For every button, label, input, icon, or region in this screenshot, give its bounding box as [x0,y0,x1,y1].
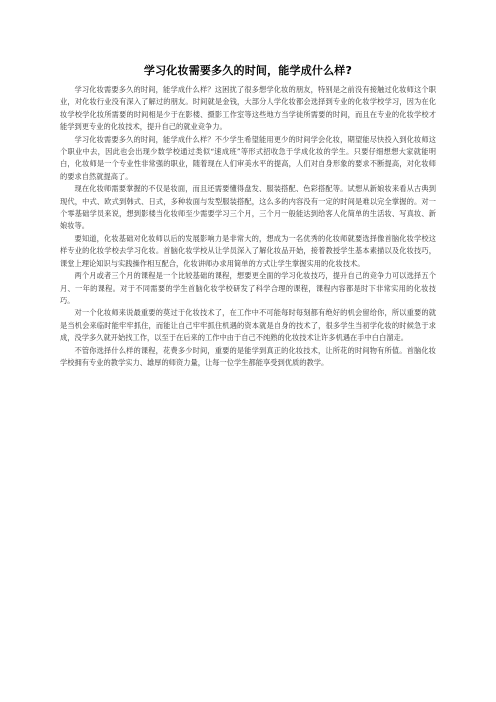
paragraph-5: 两个月或者三个月的课程是一个比较基础的课程，想要更全面的学习化妆技巧，提升自己的竞争力可以选择五个月、一年的课程。对于不同需要的学生首脑化妆学校研发了科学合理的课程，课程内容都是时下非常实用的化妆技巧。 [60,271,436,305]
document-body [60,84,436,369]
paragraph-6: 对一个化妆师来说最重要的莫过于化妆技术了，在工作中不可能每时每刻都有绝好的机会留给你，所以重要的就是当机会来临时能牢牢抓住，而能让自己牢牢抓住机遇的资本就是自身的技术了，很多学生当初学化妆的时候急于求成，没学多久就开始找工作，以至于在后来的工作中由于自己不纯熟的化妆技术让许多机遇在手中白白溜走。 [60,308,436,343]
paragraph-2: 学习化妆需要多久的时间，能学成什么样？不少学生希望能用更少的时间学会化妆，期望能尽快投入到化妆师这个职业中去，因此也会出现少数学校通过类似“速成班”等形式招收急于学成化妆的学生。只要仔细想想大家就能明白，化妆师是一个专业性非常强的职业，随着现在人们审美水平的提高，人们对自身形象的要求不断提高，对化妆师的要求自然就提高了。 [60,134,436,181]
paragraph-7: 不管你选择什么样的课程，花费多少时间，重要的是能学到真正的化妆技术，让所花的时间物有所值。首脑化妆学校拥有专业的教学实力、雄厚的师资力量，让每一位学生都能享受到优质的教学。 [60,345,436,367]
document-title: 学习化妆需要多久的时间，能学成什么样? [143,64,353,77]
paragraph-1: 学习化妆需要多久的时间，能学成什么样？这困扰了很多想学化妆的朋友，特别是之前没有接触过化妆师这个职业，对化妆行业没有深入了解过的朋友。时间就是金钱，大部分人学化妆都会选择到专业的化妆学校学习，因为在化妆学校学化妆所需要的时间相是少于在影楼、摄影工作室等这些地方当学徒所需要的时间，而且在专业的化妆学校才能学到更专业的化妆技术，提升自己的就业竞争力。 [60,85,436,132]
paragraph-4: 要知道，化妆基础对化妆师以后的发展影响力是非常大的，想成为一名优秀的化妆师就要选择像首脑化妆学校这样专业的化妆学校去学习化妆。首脑化妆学校从让学员深入了解化妆品开始，接着教授学生基本素描以及化妆技巧，课堂上理论知识与实践操作相互配合，化妆讲师办求用简单的方式让学生掌握实用的化妆技术。 [60,233,436,268]
paragraph-3: 现在化妆师需要掌握的不仅是妆面，而且还需要懂得盘发、服装搭配、色彩搭配等。试想从新娘妆来看从古典到现代，中式、欧式到韩式、日式，多种妆面与发型服装搭配，这么多的内容没有一定的时间是难以完全掌握的。对一个零基础学员来说，想到影楼当化妆师至少需要学习三个月，三个月一般能达到给客人化简单的生活妆、写真妆、新娘妆等。 [60,184,436,231]
